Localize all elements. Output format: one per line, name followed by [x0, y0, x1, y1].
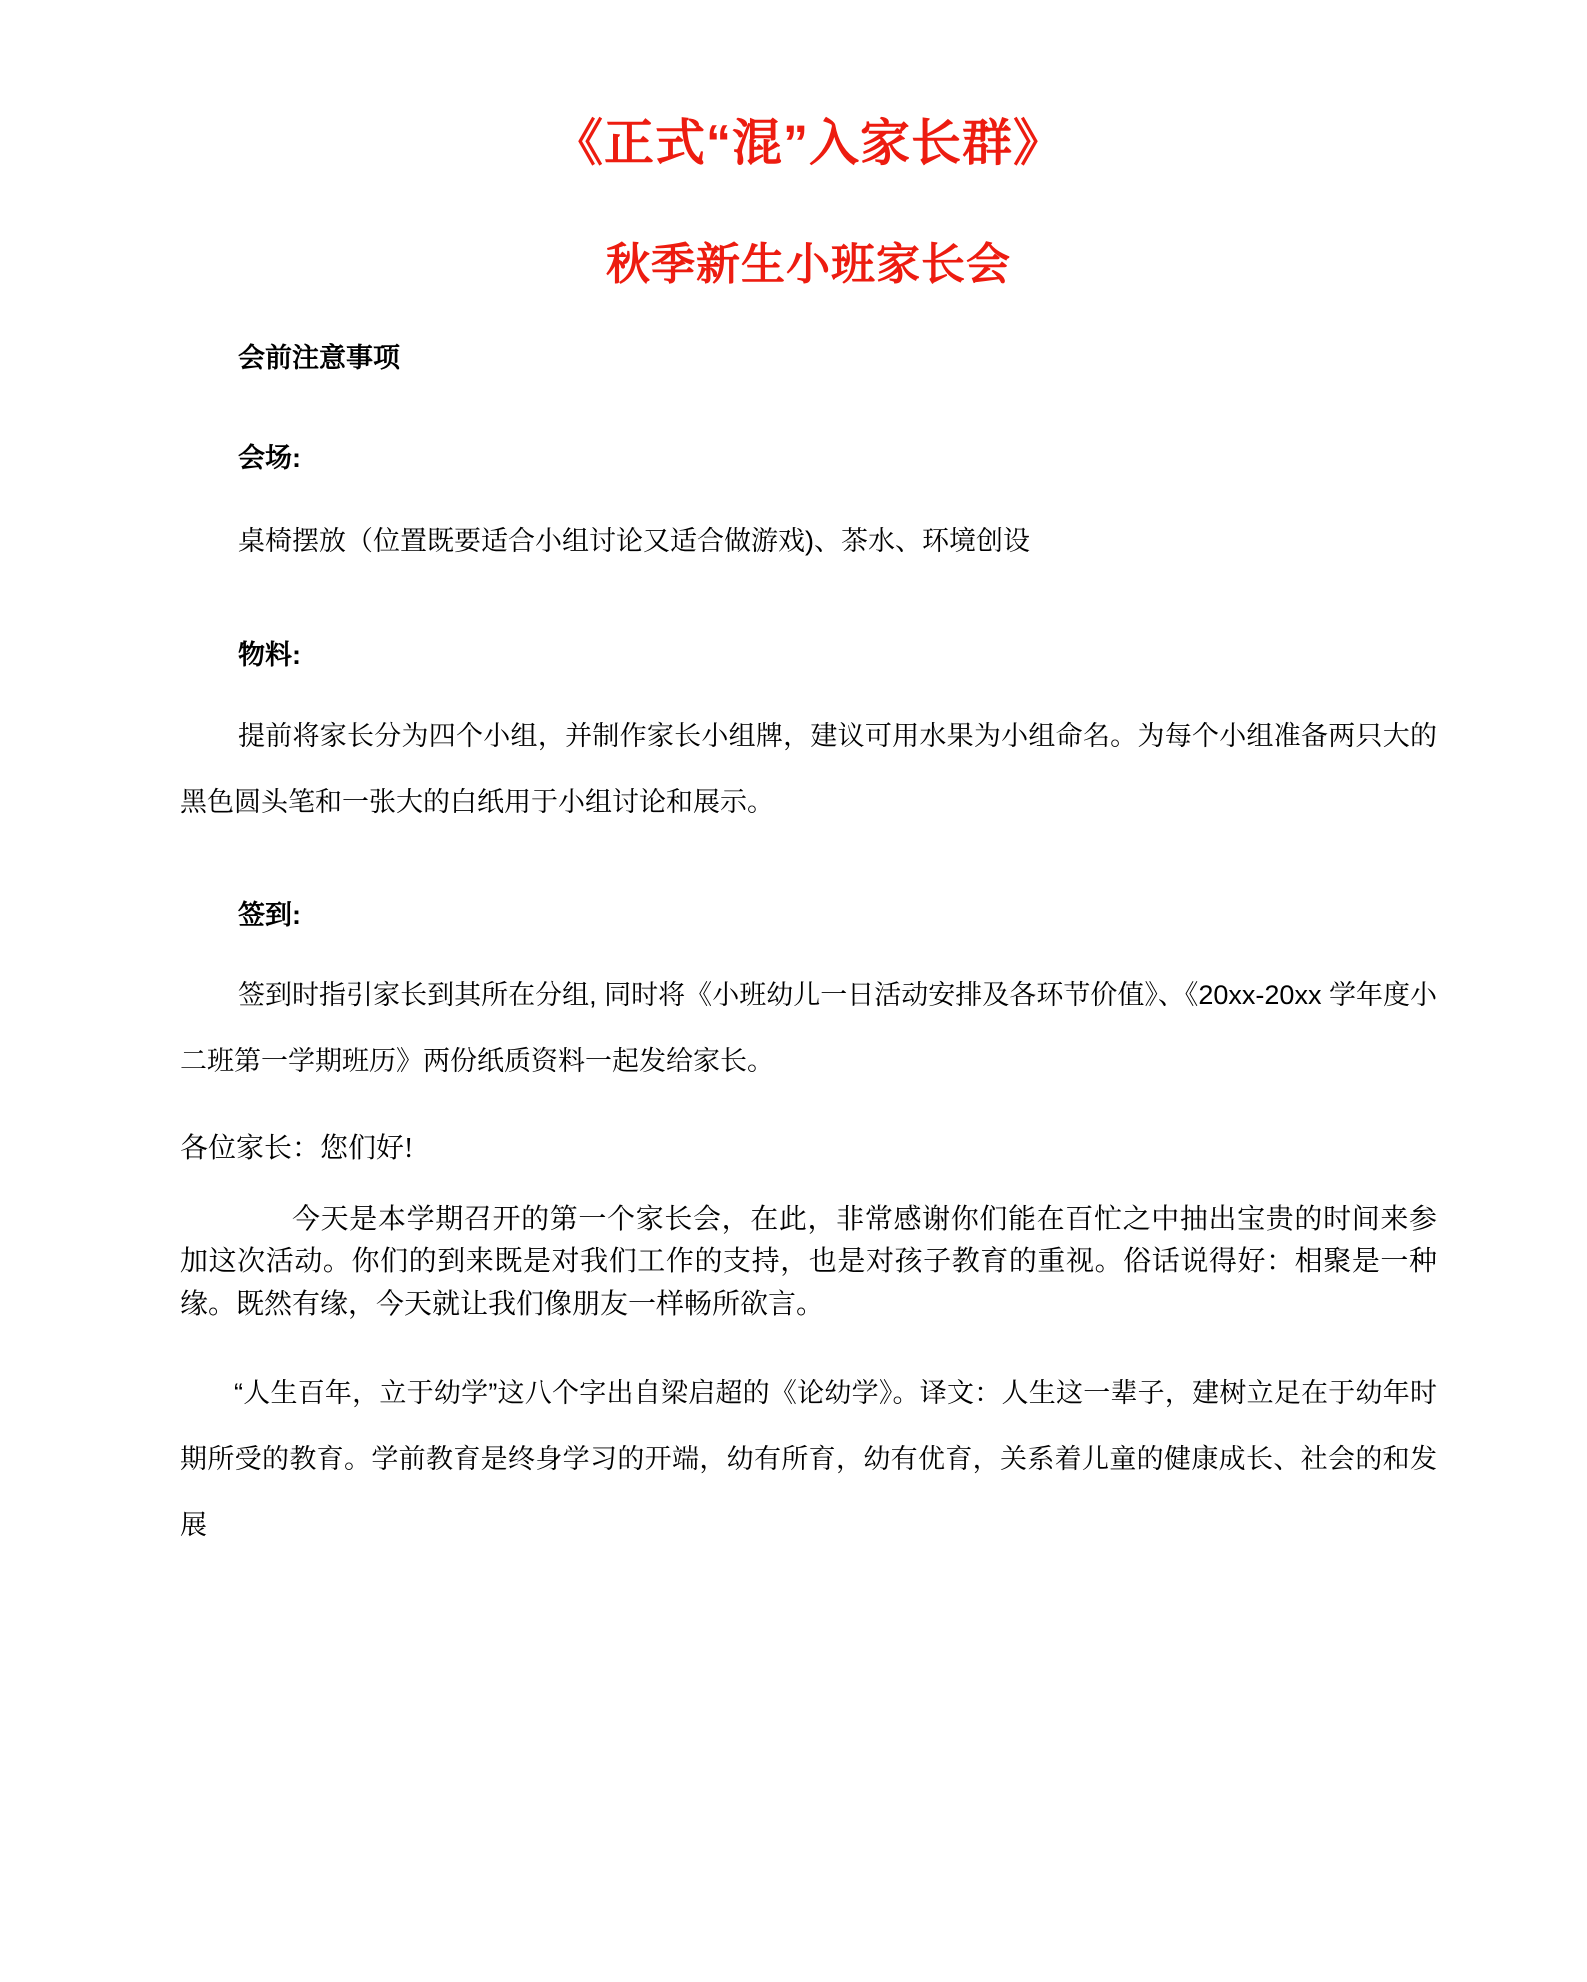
venue-text: 桌椅摆放（位置既要适合小组讨论又适合做游戏)、茶水、环境创设 [238, 526, 1030, 557]
pre-meeting-heading: 会前注意事项 [238, 342, 400, 373]
signin-heading: 签到: [238, 900, 301, 931]
signin-text: 签到时指引家长到其所在分组, 同时将《小班幼儿一日活动安排及各环节价值》、《20xx-20xx 学年度小二班第一学期班历》两份纸质资料一起发给家长。 [180, 979, 1437, 1076]
speech-opening-section [180, 1094, 1437, 1326]
materials-text: 提前将家长分为四个小组，并制作家长小组牌，建议可用水果为小组命名。为每个小组准备两只大的黑色圆头笔和一张大的白纸用于小组讨论和展示。 [180, 720, 1437, 818]
speech-paragraph-1: 今天是本学期召开的第一个家长会，在此，非常感谢你们能在百忙之中抽出宝贵的时间来参加这次活动。你们的到来既是对我们工作的支持，也是对孩子教育的重视。俗话说得好：相聚是一种缘。既然有缘，今天就让我们像朋友一样畅所欲言。 [180, 1203, 1437, 1320]
document-subtitle: 秋季新生小班家长会 [606, 239, 1011, 289]
speech-salutation: 各位家长：您们好! [180, 1132, 414, 1164]
pre-meeting-section [180, 292, 1437, 1094]
document-title: 《正式“混”入家长群》 [553, 115, 1064, 171]
speech-paragraph-2: “人生百年，立于幼学”这八个字出自梁启超的《论幼学》。译文：人生这一辈子，建树立足在于幼年时期所受的教育。学前教育是终身学习的开端，幼有所育，幼有优育，关系着儿童的健康成长、社会的和发展 [180, 1378, 1437, 1541]
venue-heading: 会场: [238, 442, 301, 473]
speech-quote-section [180, 1326, 1437, 1558]
materials-heading: 物料: [238, 639, 301, 670]
